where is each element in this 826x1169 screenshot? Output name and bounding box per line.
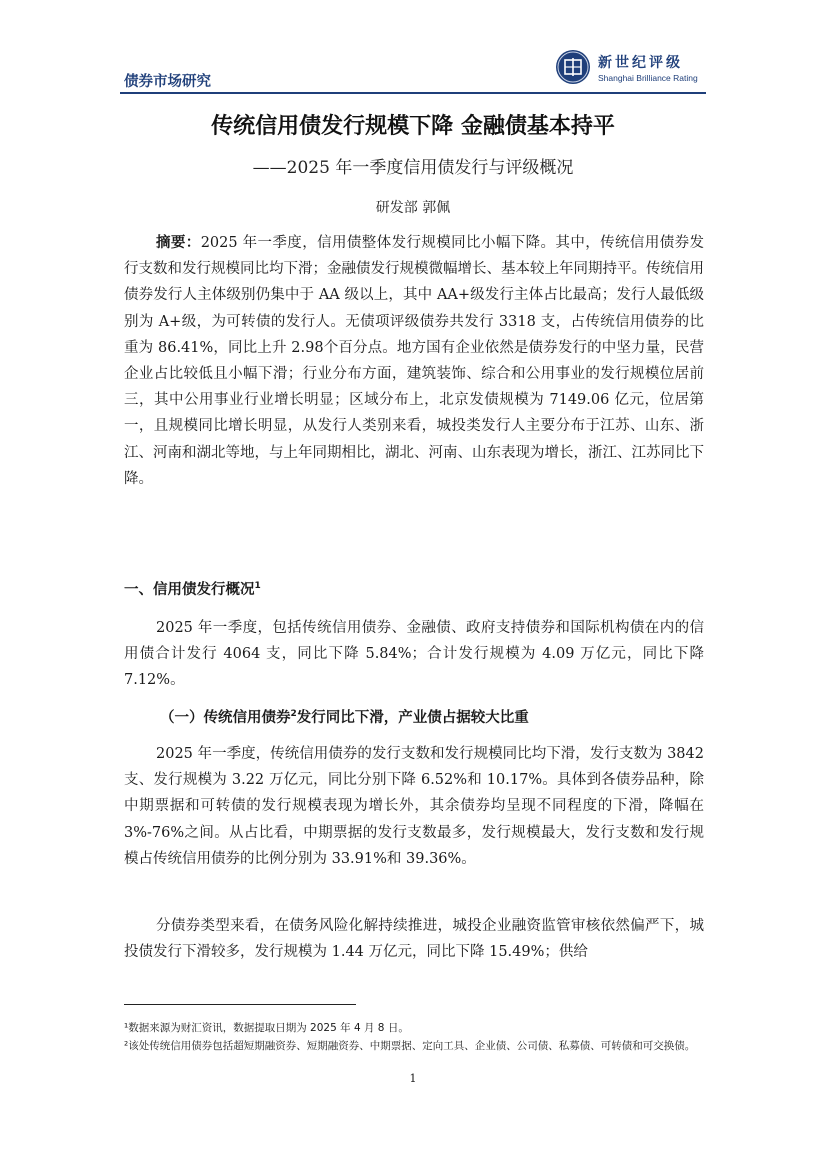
section-heading [124, 578, 261, 599]
footnote-divider [124, 1004, 356, 1005]
abstract-text: 2025 年一季度，信用债整体发行规模同比小幅下降。其中，传统信用债券发行支数和发行规模同比均下滑；金融债发行规模微幅增长、基本较上年同期持平。传统信用债券发行人主体级别仍集中于 AA 级以上，其中 AA+级发行主体占比最高；发行人最低级别为 A+级，为可转债的发行人。无债项评级债券共发行 3318 支，占传统信用债券的比重为 86.41%，同比上升 2.98个百分点。地方国有企业依然是债券发行的中坚力量，民营企业占比较低且小幅下滑；行业分布方面，建筑装饰、综合和公用事业的发行规模位居前三，其中公用事业行业增长明显；区域分布上，北京发债规模为 7149.06 亿元，位居第一，且规模同比增长明显，从发行人类别来看，城投类发行人主要分布于江苏、山东、浙江、河南和湖北等地，与上年同期相比，湖北、河南、山东表现为增长，浙江、江苏同比下降。 [124, 235, 705, 487]
subsection-heading-part-a: （一）传统信用债券 [160, 710, 291, 726]
author-line: 研发部 郭佩 [375, 200, 451, 216]
subsection-heading [160, 706, 529, 727]
page-number: 1 [409, 1072, 417, 1085]
document-title: 传统信用债发行规模下降 金融债基本持平 [211, 114, 615, 139]
logo-emblem-icon [556, 50, 590, 84]
section-heading-text: 一、信用债发行概况 [124, 582, 255, 598]
document-subtitle: ——2025 年一季度信用债发行与评级概况 [252, 158, 574, 178]
body-paragraph-1: 2025 年一季度，传统信用债券的发行支数和发行规模同比均下滑，发行支数为 3842 支、发行规模为 3.22 万亿元，同比分别下降 6.52%和 10.17%。具体到各债券品种，除中期票据和可转债的发行规模表现为增长外，其余债券均呈现不同程度的下滑，降幅在 3%-76%之间。从占比看，中期票据的发行支数最多，发行规模最大，发行支数和发行规模占传统信用债券的比例分别为 33.91%和 39.36%。 [124, 746, 704, 867]
footnote-1: ¹数据来源为财汇资讯，数据提取日期为 2025 年 4 月 8 日。 [124, 1022, 409, 1034]
logo-chinese-name: 新世纪评级 [598, 55, 683, 71]
abstract-label: 摘要： [156, 234, 201, 251]
header-divider [120, 92, 706, 94]
footnote-ref-2[interactable]: 2 [290, 709, 297, 720]
footnote-ref-1[interactable]: 1 [254, 581, 261, 592]
report-category: 债券市场研究 [124, 74, 211, 90]
footnote-2: ²该处传统信用债券包括超短期融资券、短期融资券、中期票据、定向工具、企业债、公司债、私募债、可转债和可交换债。 [124, 1040, 696, 1052]
subsection-heading-part-b: 发行同比下滑，产业债占据较大比重 [296, 710, 529, 726]
section-paragraph: 2025 年一季度，包括传统信用债券、金融债、政府支持债券和国际机构债在内的信用债合计发行 4064 支，同比下降 5.84%；合计发行规模为 4.09 万亿元，同比下降 7.12%。 [124, 620, 704, 689]
body-paragraph-2: 分债券类型来看，在债务风险化解持续推进，城投企业融资监管审核依然偏严下，城投债发行下滑较多，发行规模为 1.44 万亿元，同比下降 15.49%；供给 [124, 918, 704, 961]
logo-english-name: Shanghai Brilliance Rating [598, 73, 698, 83]
abstract-paragraph [124, 230, 704, 492]
brand-logo [556, 50, 706, 90]
